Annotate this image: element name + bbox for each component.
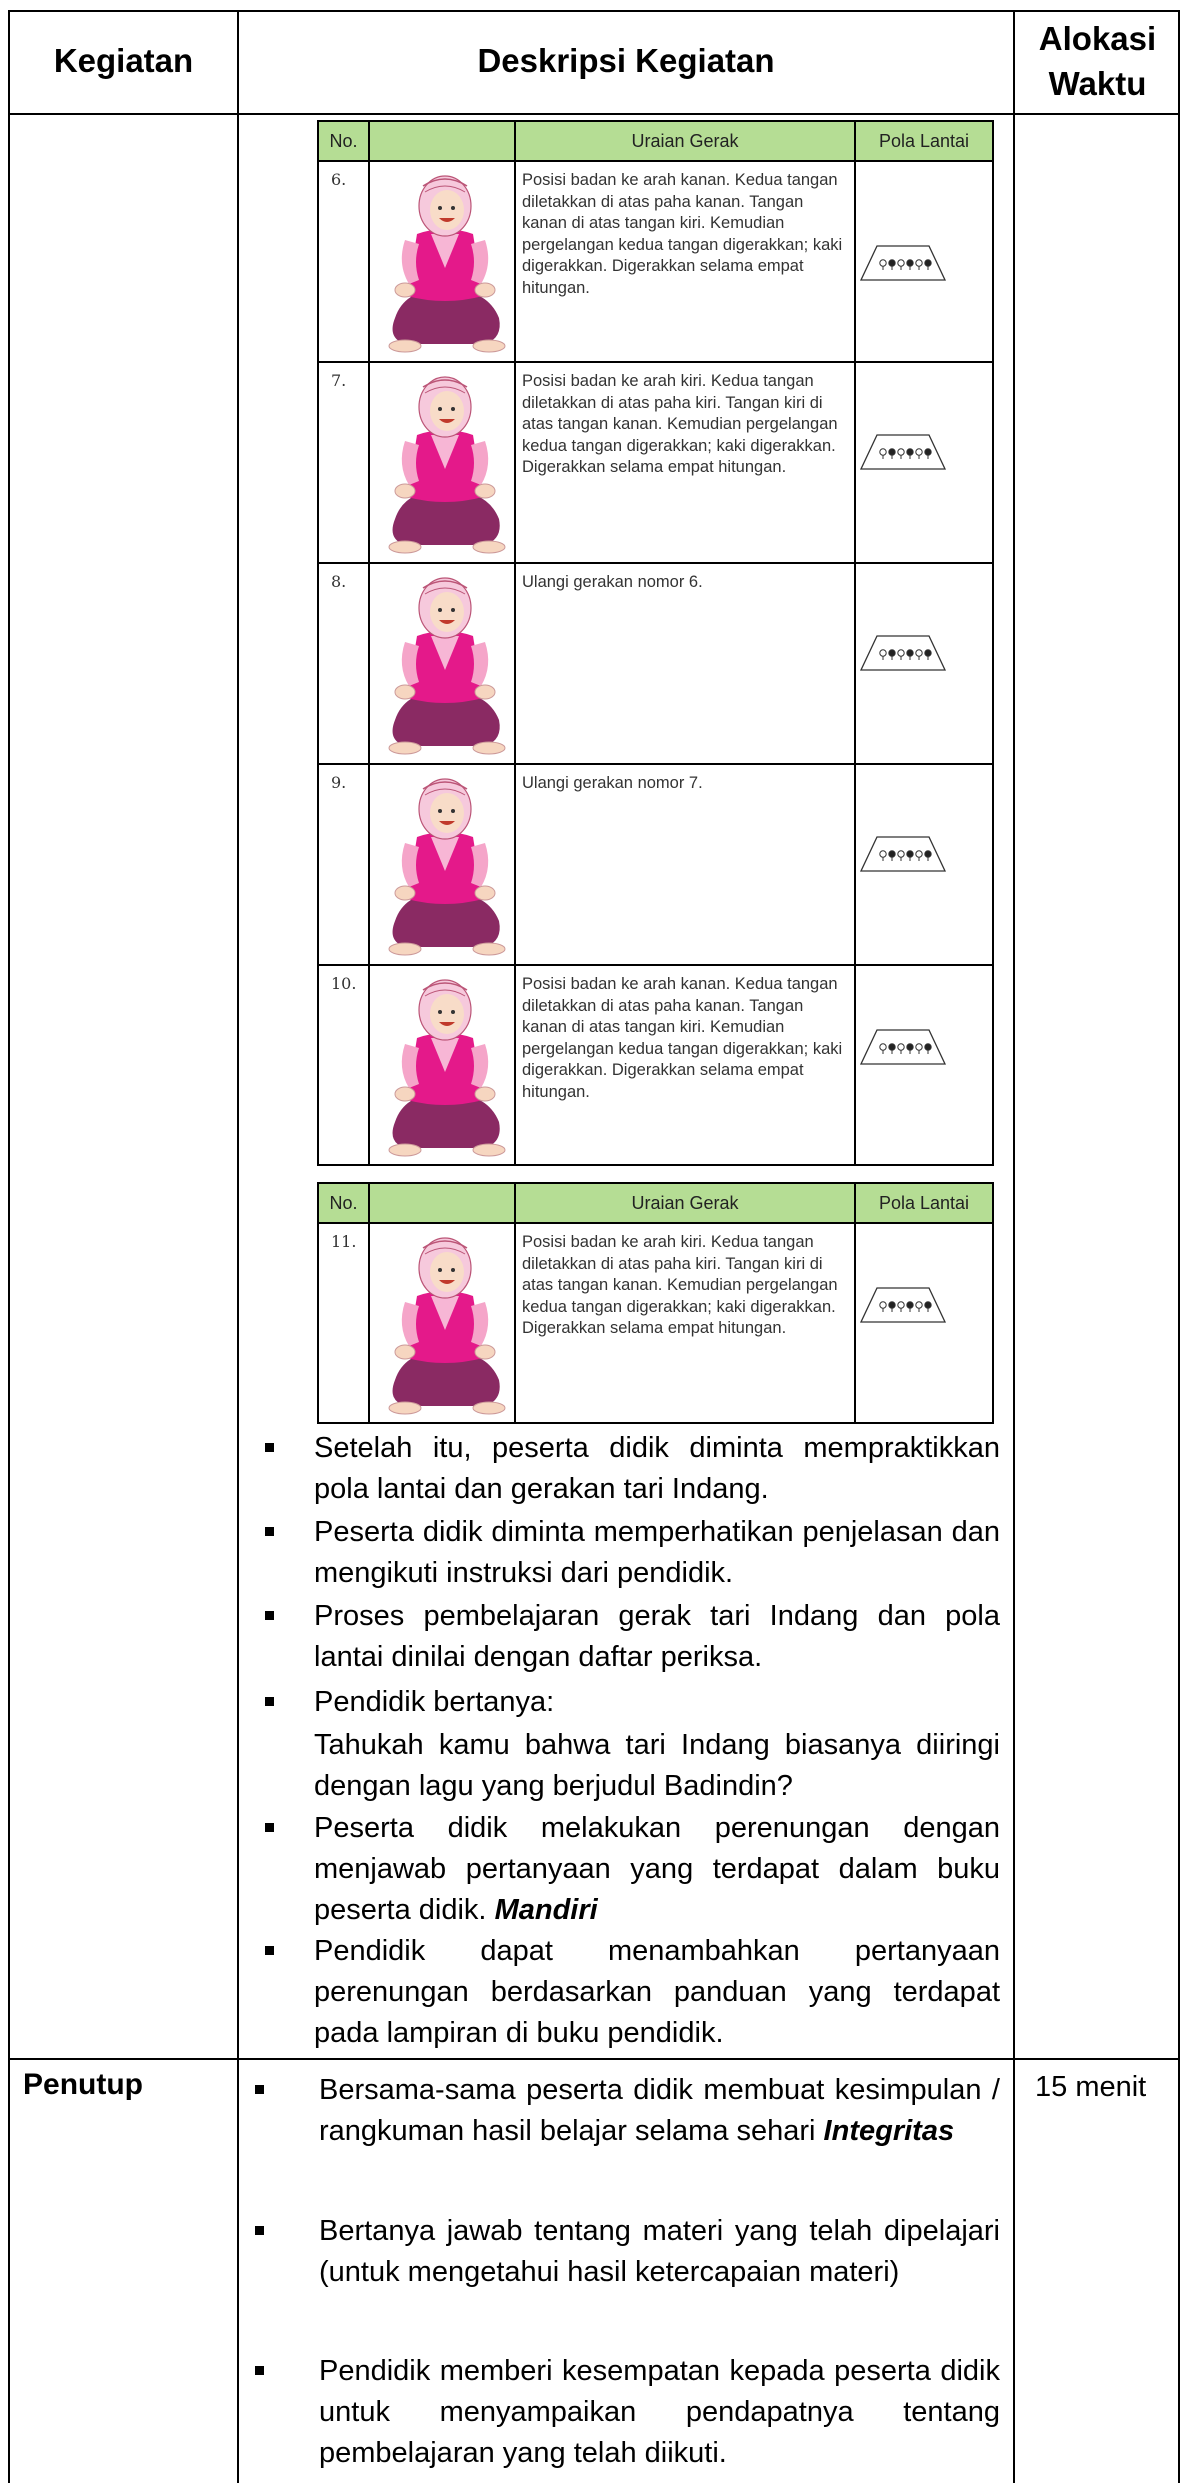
row-number: 10. (331, 974, 357, 993)
pola-lantai-diagram (859, 1286, 947, 1326)
row-uraian: Posisi badan ke arah kiri. Kedua tangan diletakkan di atas paha kiri. Tangan kiri di atas tangan kanan. Kemudian pergelangan kedua tangan digerakkan; kaki digerakkan. Digerakkan selama empat hitungan. (522, 1233, 838, 1337)
col-uraian: Uraian Gerak (631, 131, 739, 151)
gerak-table-2 (317, 1182, 994, 1424)
col-no: No. (329, 131, 358, 151)
col-pola: Pola Lantai (878, 131, 970, 151)
header-divider (8, 113, 1180, 115)
header-alokasi: Alokasi (1038, 20, 1157, 57)
value-tag: Integritas (823, 2115, 955, 2147)
row-number: 6. (331, 170, 347, 189)
pola-lantai-diagram (859, 1028, 947, 1068)
bullet-item (319, 2351, 1000, 2474)
gerak-row (319, 765, 992, 966)
col-no: No. (329, 1193, 358, 1213)
bullet-item (314, 1808, 1000, 1931)
dancer-illustration (375, 1230, 515, 1416)
bullet-text: Pendidik bertanya: (314, 1686, 555, 1718)
bullet-item (314, 1682, 1000, 1723)
row-divider (8, 2058, 1180, 2060)
pola-lantai-diagram (859, 634, 947, 674)
pola-lantai-diagram (859, 244, 947, 284)
bullet-item (319, 2211, 1000, 2293)
bullet-text: Setelah itu, peserta didik diminta mempraktikkan pola lantai dan gerakan tari Indang. (314, 1432, 1000, 1505)
pola-lantai-diagram (859, 835, 947, 875)
dancer-illustration (375, 771, 515, 957)
gerak-row (319, 162, 992, 363)
penutup-time: 15 menit (1035, 2071, 1147, 2103)
col-pola: Pola Lantai (878, 1193, 970, 1213)
pola-lantai-diagram (859, 433, 947, 473)
dancer-illustration (375, 570, 515, 756)
row-uraian: Ulangi gerakan nomor 7. (522, 774, 703, 792)
value-tag: Mandiri (494, 1894, 598, 1926)
bullet-text: Pendidik memberi kesempatan kepada peserta didik untuk menyampaikan pendapatnya tentang pembelajaran yang telah diikuti. (319, 2355, 1000, 2469)
gerak-row (319, 966, 992, 1164)
header-deskripsi: Deskripsi Kegiatan (477, 42, 775, 79)
column-divider (237, 10, 239, 2483)
row-number: 8. (331, 572, 347, 591)
gerak-table (317, 120, 994, 1166)
header-kegiatan: Kegiatan (53, 42, 194, 79)
dancer-illustration (375, 972, 515, 1158)
row-number: 11. (331, 1232, 357, 1251)
row-number: 7. (331, 371, 347, 390)
row-uraian: Posisi badan ke arah kanan. Kedua tangan diletakkan di atas paha kanan. Tangan kanan di atas tangan kiri. Kemudian pergelangan kedua tangan digerakkan; kaki digerakkan. Digerakkan selama empat hitungan. (522, 975, 843, 1101)
dancer-illustration (375, 168, 515, 354)
gerak-row (319, 564, 992, 765)
bullet-text: Bertanya jawab tentang materi yang telah dipelajari (untuk mengetahui hasil ketercapaian materi) (319, 2215, 1000, 2288)
row-uraian: Posisi badan ke arah kiri. Kedua tangan diletakkan di atas paha kiri. Tangan kiri di atas tangan kanan. Kemudian pergelangan kedua tangan digerakkan; kaki digerakkan. Digerakkan selama empat hitungan. (522, 372, 838, 476)
col-uraian: Uraian Gerak (631, 1193, 739, 1213)
bullet-item (314, 1512, 1000, 1594)
row-uraian: Ulangi gerakan nomor 6. (522, 573, 703, 591)
bullet-item (314, 1596, 1000, 1678)
bullet-text: Pendidik dapat menambahkan pertanyaan perenungan berdasarkan panduan yang terdapat pada lampiran di buku pendidik. (314, 1935, 1000, 2049)
gerak-row (319, 363, 992, 564)
bullet-text: Bersama-sama peserta didik membuat kesimpulan / rangkuman hasil belajar selama sehari (319, 2074, 1000, 2147)
bullet-text: Peserta didik diminta memperhatikan penjelasan dan mengikuti instruksi dari pendidik. (314, 1516, 1000, 1589)
row-uraian: Posisi badan ke arah kanan. Kedua tangan diletakkan di atas paha kanan. Tangan kanan di atas tangan kiri. Kemudian pergelangan kedua tangan digerakkan; kaki digerakkan. Digerakkan selama empat hitungan. (522, 171, 843, 297)
penutup-label: Penutup (23, 2068, 143, 2101)
bullet-item (314, 1931, 1000, 2054)
bullet-text: Proses pembelajaran gerak tari Indang dan pola lantai dinilai dengan daftar periksa. (314, 1600, 1000, 1673)
bullet-item (319, 2070, 1000, 2152)
row-number: 9. (331, 773, 347, 792)
question-text: Tahukah kamu bahwa tari Indang biasanya diiringi dengan lagu yang berjudul Badindin? (314, 1729, 1000, 1802)
bullet-item (314, 1428, 1000, 1510)
dancer-illustration (375, 369, 515, 555)
column-divider (1013, 10, 1015, 2483)
bullet-text: Peserta didik melakukan perenungan dengan menjawab pertanyaan yang terdapat dalam buku peserta didik. (314, 1812, 1000, 1926)
header-waktu: Waktu (1048, 65, 1147, 102)
gerak-row (319, 1224, 992, 1422)
